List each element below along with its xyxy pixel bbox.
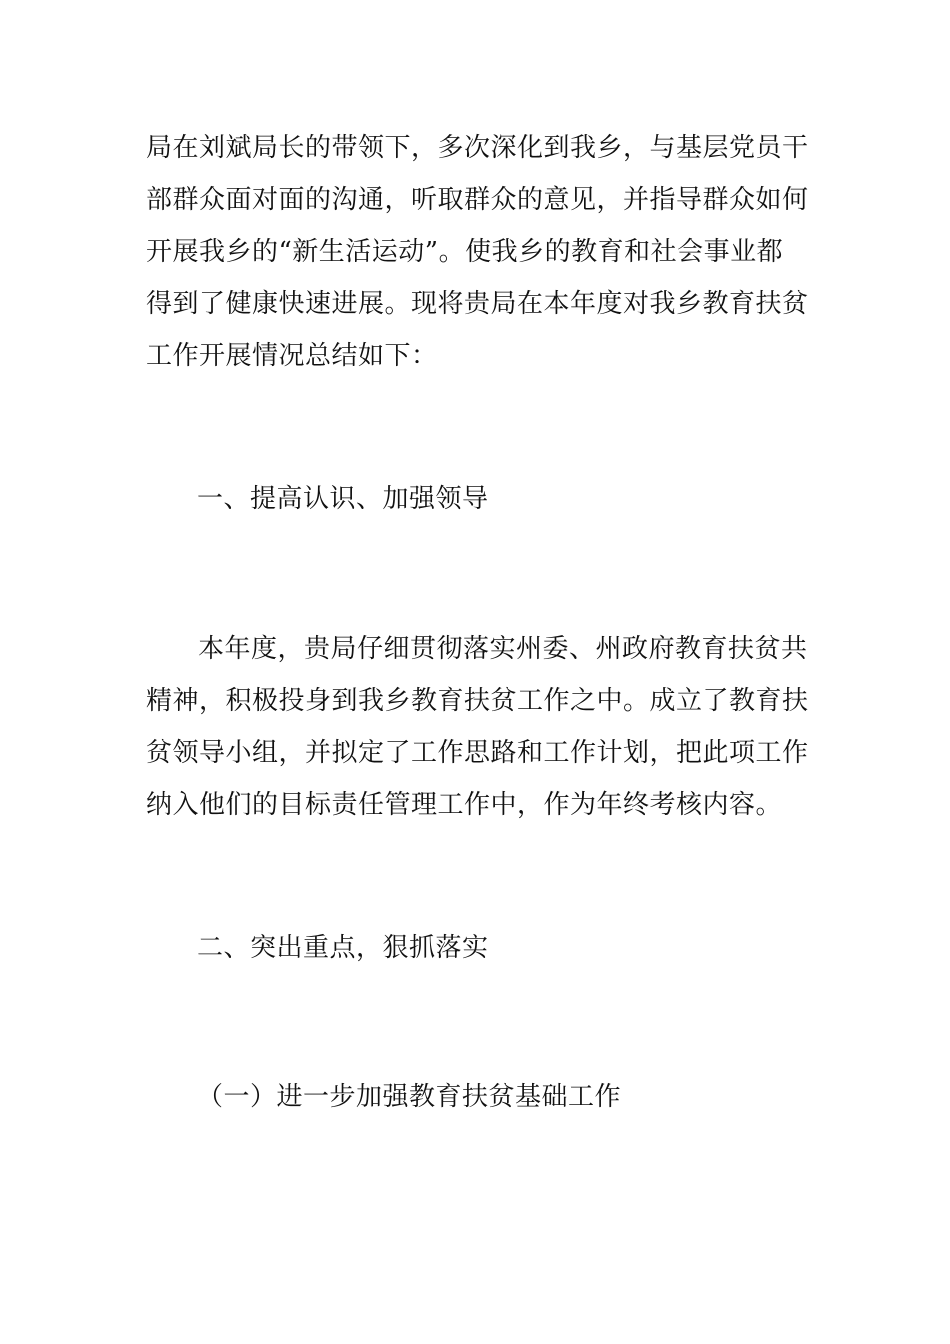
paragraph-line: 得到了健康快速进展。现将贵局在本年度对我乡教育扶贫 <box>146 289 809 319</box>
section-heading-2: 二、突出重点，狠抓落实 <box>197 933 489 963</box>
section-heading-1: 一、提高认识、加强领导 <box>197 484 489 514</box>
paragraph-line: 精神，积极投身到我乡教育扶贫工作之中。成立了教育扶 <box>146 686 809 716</box>
paragraph-line: 开展我乡的“新生活运动”。使我乡的教育和社会事业都 <box>146 237 784 267</box>
paragraph-line: 本年度，贵局仔细贯彻落实州委、州政府教育扶贫共 <box>198 634 808 664</box>
paragraph-line: 部群众面对面的沟通，听取群众的意见，并指导群众如何 <box>146 185 809 215</box>
paragraph-line: 纳入他们的目标责任管理工作中，作为年终考核内容。 <box>146 790 783 820</box>
paragraph-line: 贫领导小组，并拟定了工作思路和工作计划，把此项工作 <box>146 738 809 768</box>
paragraph-line: 局在刘斌局长的带领下，多次深化到我乡，与基层党员干 <box>146 133 809 163</box>
subsection-heading: （一）进一步加强教育扶贫基础工作 <box>197 1082 622 1112</box>
paragraph-line: 工作开展情况总结如下： <box>146 341 438 371</box>
